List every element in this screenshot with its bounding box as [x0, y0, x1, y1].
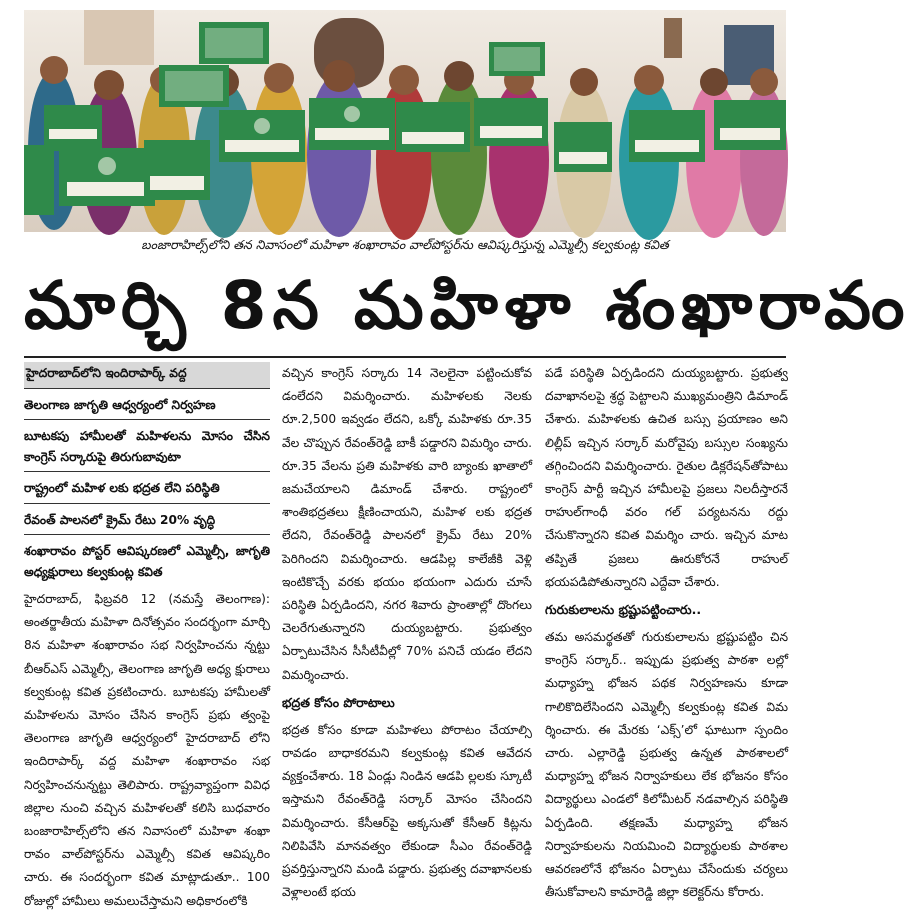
column-1: [24, 362, 270, 913]
headline-divider: [24, 356, 786, 358]
section-subhead: భద్రత కోసం పోరాటాలు: [282, 694, 395, 710]
deck-line: రేవంత్ పాలనలో క్రైమ్ రేటు 20% వృద్ధి: [24, 510, 270, 536]
article-body-paragraph: తమ అసమర్థతతో గురుకులాలను భ్రష్టుపట్టిం చిన కాంగ్రెస్ సర్కార్.. ఇప్పుడు ప్రభుత్వ పాఠశా లల్లో మధ్యాహ్న భోజన పథక నిర్వహణను కూడా గాలికొదిలేసిందని ఎమ్మెల్సీ కల్వకుంట్ల కవిత విమ ర్శించారు. ఈ మేరకు ‘ఎక్స్’లో ఘాటుగా స్పందిం చారు. ఎల్లారెడ్డి ప్రభుత్వ ఉన్నత పాఠశాలలో మధ్యాహ్న భోజన నిర్వాహకులు లేక భోజనం కోసం విద్యార్థులు ఎండలో కిలోమీటర్ నడవాల్సిన పరిస్థితి ఏర్పడింది. తక్షణమే మధ్యాహ్న భోజన నిర్వాహకులను నియమించి విద్యార్థులకు పాఠశాల ఆవరణలోనే భోజనం ఏర్పాటు చేసేందుకు చర్యలు తీసుకోవాలని కామారెడ్డి జిల్లా కలెక్టర్‌ను కోరారు.: [545, 630, 788, 900]
deck-line: తెలంగాణ జాగృతి ఆధ్వర్యంలో నిర్వహణ: [24, 395, 270, 421]
portrait-frame: [84, 10, 154, 65]
section-subhead: గురుకులాలను భ్రష్టుపట్టించారు..: [545, 602, 702, 618]
article-body-paragraph: హైదరాబాద్, ఫిబ్రవరి 12 (నమస్తే తెలంగాణ): అంతర్జాతీయ మహిళా దినోత్సవం సందర్భంగా మార్చి 8న మహిళా శంఖారావం సభ నిర్వహించను న్నట్టు బీఆర్‌ఎస్ ఎమ్మెల్సీ, తెలంగాణ జాగృతి అధ్య క్షురాలు కల్వకుంట్ల కవిత ప్రకటించారు. బూటకపు హామీలతో మహిళలను మోసం చేసిన కాంగ్రెస్ ప్రభు త్వంపై తెలంగాణ జాగృతి ఆధ్వర్యంలో హైదరాబాద్ లోని ఇందిరాపార్క్ వద్ద మహిళా శంఖారావం సభ నిర్వహించనున్నట్టు తెలిపారు. రాష్ట్రవ్యాప్తంగా వివిధ జిల్లాల నుంచి వచ్చిన మహిళలతో కలిసి బుధవారం బంజారాహిల్స్‌లోని తన నివాసంలో మహిళా శంఖా రావం వాల్‌పోస్టర్‌ను ఎమ్మెల్సీ కవిత ఆవిష్కరిం చారు. ఈ సందర్భంగా కవిత మాట్లాడుతూ.. 100 రోజుల్లో హామీలు అమలుచేస్తామని అధికారంలోకి: [24, 592, 270, 908]
article-body-paragraph: భద్రత కోసం కూడా మహిళలు పోరాటం చేయాల్సి రావడం బాధాకరమని కల్వకుంట్ల కవిత ఆవేదన వ్యక్తంచేశారు. 18 ఏండ్లు నిండిన ఆడపి ల్లలకు స్కూటీ ఇస్తామని రేవంత్‌రెడ్డి సర్కార్ మోసం చేసిందని విమర్శించారు. కేసీఆర్‌పై అక్కసుతో కేసీఆర్ కిట్లను నిలిపివేసి మానవత్వం లేకుండా సీఎం రేవంత్‌రెడ్డి ప్రవర్తిస్తున్నారని మండి పడ్డారు. ప్రభుత్వ దవాఖానలకు వెళ్లాలంటే భయ: [282, 722, 532, 900]
news-photo: [24, 10, 786, 232]
article-body-paragraph: పడే పరిస్థితి ఏర్పడిందని దుయ్యబట్టారు. ప్రభుత్వ దవాఖానలపై శ్రద్ధ పెట్టాలని ముఖ్యమంత్రిని డిమాండ్ చేశారు. మహిళలకు ఉచిత బస్సు ప్రయాణం అని లిల్లీప్ ఇచ్చిన సర్కార్ మరోవైపు బస్సుల సంఖ్యను తగ్గించిందని విమర్శించారు. రైతుల డిక్లరేషన్‌తోపాటు కాంగ్రెస్ పార్టీ ఇచ్చిన హామీలపై ప్రజలు నిలదీస్తారనే రాహుల్‌గాంధీ వరం గల్ పర్యటనను రద్దు చేసుకొన్నారని కవిత విమర్శిం చారు. ఇచ్చిన మాట తప్పితే ప్రజలు ఊరుకోరనే రాహుల్ భయపడిపోతున్నారని ఎద్దేవా చేశారు.: [545, 366, 788, 589]
deck-line: శంఖారావం పోస్టర్ ఆవిష్కరణలో ఎమ్మెల్సీ, జాగృతి అధ్యక్షురాలు కల్వకుంట్ల కవిత: [24, 544, 270, 579]
article-body-paragraph: వచ్చిన కాంగ్రెస్ సర్కారు 14 నెలలైనా పట్టించుకోవ డంలేదని విమర్శించారు. మహిళలకు నెలకు రూ.2,500 ఇవ్వడం లేదని, ఒక్కో మహిళకు రూ.35 వేల చొప్పున రేవంత్‌రెడ్డి బాకీ పడ్డారని విమర్శిం చారు. రూ.35 వేలను ప్రతి మహిళకు వారి బ్యాంకు ఖాతాలో జమచేయాలని డిమాండ్ చేశారు. రాష్ట్రంలో శాంతిభద్రతలు క్షీణించాయని, మహిళ లకు భద్రత లేదని, రేవంత్‌రెడ్డి పాలనలో క్రైమ్ రేటు 20% పెరిగిందని విమర్శించారు. ఆడపిల్ల కాలేజీకి వెళ్లి ఇంటికొచ్చే వరకు భయం భయంగా ఎదురు చూసే పరిస్థితి ఏర్పడిందని, నగర శివారు ప్రాంతాల్లో దొంగలు చెలరేగుతున్నారని దుయ్యబట్టారు. ప్రభుత్వం ఏర్పాటుచేసిన సీసీటీవీల్లో 70% పనిచే యడం లేదని విమర్శించారు.: [282, 366, 532, 682]
headline: మార్చి 8న మహిళా శంఖారావం: [24, 267, 910, 344]
photo-caption: బంజారాహిల్స్‌లోని తన నివాసంలో మహిళా శంఖారావం వాల్‌పోస్టర్‌ను ఆవిష్కరిస్తున్న ఎమ్మెల్సీ కల్వకుంట్ల కవిత: [141, 237, 669, 252]
deck-line: రాష్ట్రంలో మహిళ లకు భద్రత లేని పరిస్థితి: [24, 478, 270, 504]
deck-line: బూటకపు హామీలతో మహిళలను మోసం చేసిన కాంగ్రెస్ సర్కారుపై తిరుగుబావుటా: [24, 426, 270, 472]
page-top-strip: [0, 0, 800, 10]
column-2: [282, 362, 532, 904]
column-3: [545, 362, 788, 904]
photo-illustration: [24, 10, 786, 232]
deck-line: హైదరాబాద్‌లోని ఇందిరాపార్క్ వద్ద: [24, 362, 270, 389]
